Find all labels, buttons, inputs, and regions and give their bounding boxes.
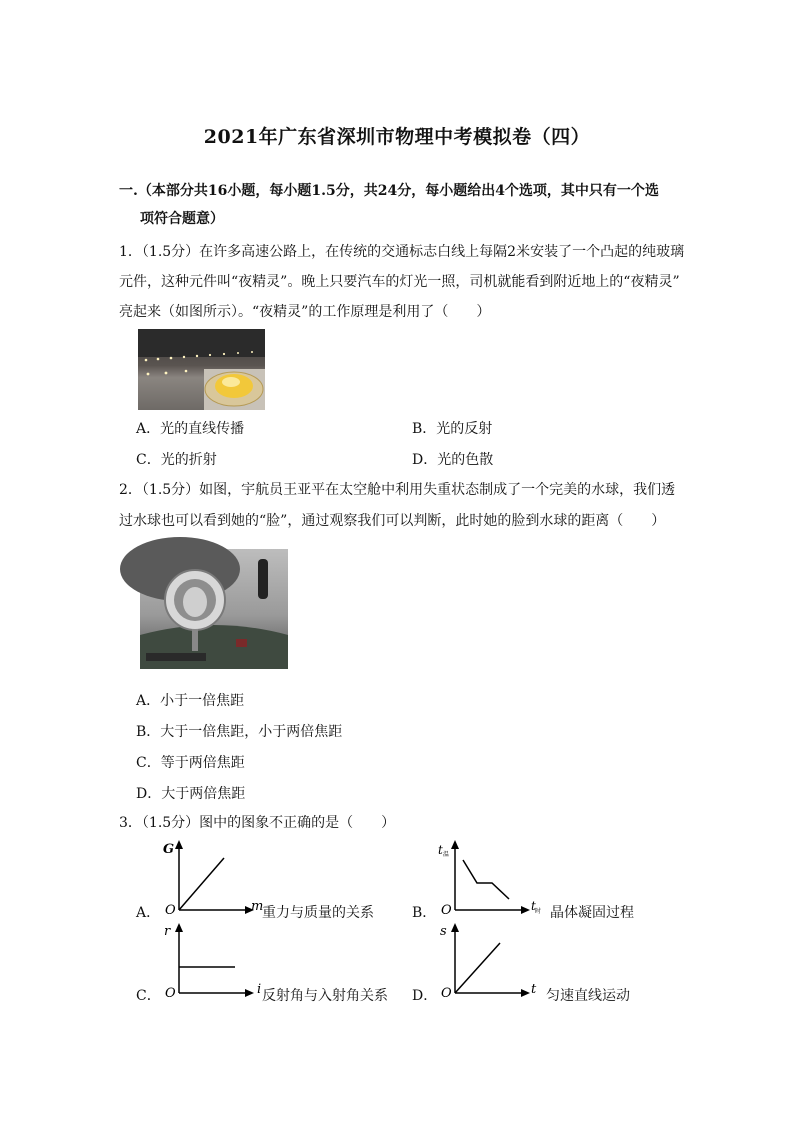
q2-option-c[interactable]: C．等于两倍焦距 <box>136 755 245 771</box>
q1-option-a[interactable]: A．光的直线传播 <box>136 421 245 437</box>
q2-line-1: 2．（1.5分）如图，宇航员王亚平在太空舱中利用失重状态制成了一个完美的水球，我们透 <box>119 482 676 498</box>
q3-option-b-letter[interactable]: B． <box>412 905 437 921</box>
q1-option-b[interactable]: B．光的反射 <box>412 421 493 437</box>
section-header-line2: 项符合题意） <box>140 211 224 227</box>
graph-a-caption: 重力与质量的关系 <box>262 905 374 921</box>
graph-a-xlabel: m <box>251 899 264 914</box>
q1-option-d[interactable]: D．光的色散 <box>412 452 494 468</box>
q3-option-c-letter[interactable]: C． <box>136 988 161 1004</box>
q2-line-2: 过水球也可以看到她的“脸”，通过观察我们可以判断，此时她的脸到水球的距离（ ） <box>119 513 666 529</box>
graph-c-origin: O <box>165 986 176 1001</box>
graph-c-xlabel: i <box>257 982 262 997</box>
graph-c-ylabel: r <box>164 924 171 939</box>
q2-option-a[interactable]: A．小于一倍焦距 <box>136 693 245 709</box>
graph-d-origin: O <box>441 986 452 1001</box>
section-header-line1: 一.（本部分共16小题，每小题1.5分，共24分，每小题给出4个选项，其中只有一个选 <box>119 183 659 199</box>
q2-option-b[interactable]: B．大于一倍焦距，小于两倍焦距 <box>136 724 343 740</box>
graph-a-gravity-mass <box>160 838 264 918</box>
graph-c-reflection-angle <box>160 921 260 1001</box>
q3-option-d-letter[interactable]: D． <box>412 988 438 1004</box>
graph-d-ylabel: s <box>440 924 447 939</box>
graph-b-ylabel: t <box>438 843 443 857</box>
q1-line-1: 1．（1.5分）在许多高速公路上，在传统的交通标志白线上每隔2米安装了一个凸起的纯玻璃 <box>119 244 685 260</box>
night-elf-photo <box>138 329 265 410</box>
graph-a-origin: O <box>165 903 176 918</box>
graph-b-crystal-solidify <box>436 838 544 918</box>
water-ball-photo <box>140 549 288 669</box>
graph-c-caption: 反射角与入射角关系 <box>262 988 388 1004</box>
graph-d-caption: 匀速直线运动 <box>546 988 630 1004</box>
graph-b-caption: 晶体凝固过程 <box>550 905 634 921</box>
graph-b-xlabel-sub: 时 <box>535 908 542 915</box>
q1-line-3: 亮起来（如图所示）。“夜精灵”的工作原理是利用了（ ） <box>119 304 491 320</box>
graph-b-origin: O <box>441 903 452 918</box>
graph-b-xlabel: t <box>531 899 536 913</box>
graph-d-xlabel: t <box>531 982 537 997</box>
graph-a-ylabel: G <box>163 842 175 857</box>
q1-option-c[interactable]: C．光的折射 <box>136 452 217 468</box>
graph-d-uniform-motion <box>436 921 540 1001</box>
q2-option-d[interactable]: D．大于两倍焦距 <box>136 786 246 802</box>
page-title: 2021年广东省深圳市物理中考模拟卷（四） <box>203 126 591 148</box>
q3-option-a-letter[interactable]: A． <box>136 905 161 921</box>
q3-line: 3．（1.5分）图中的图象不正确的是（ ） <box>119 815 396 831</box>
q1-line-2: 元件，这种元件叫“夜精灵”。晚上只要汽车的灯光一照，司机就能看到附近地上的“夜精灵” <box>119 274 680 290</box>
graph-b-ylabel-sub: 温 <box>443 851 450 858</box>
